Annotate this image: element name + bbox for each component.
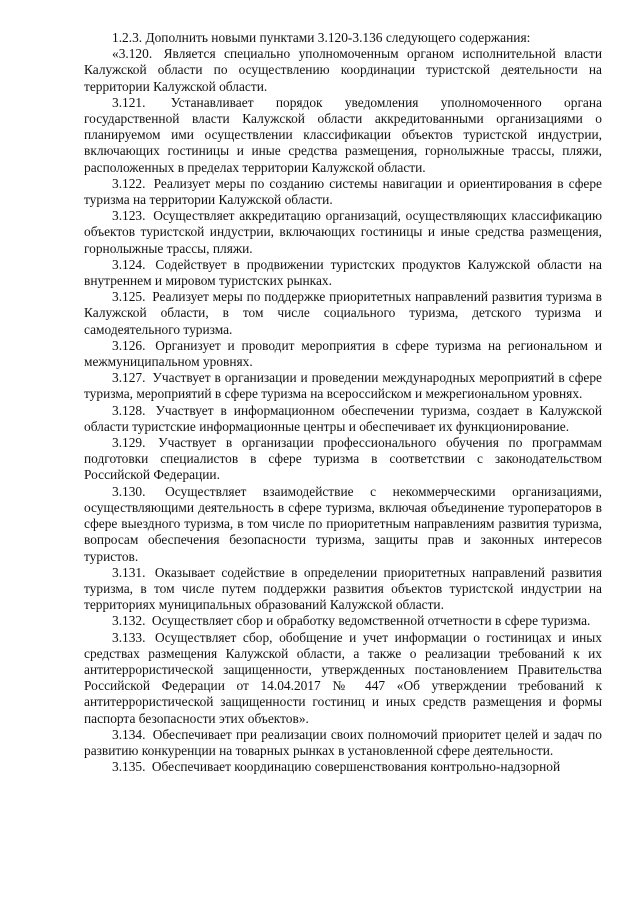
- paragraph-number: 3.124.: [112, 256, 146, 272]
- paragraph-number: 3.126.: [112, 337, 146, 353]
- paragraph-item: [84, 95, 602, 176]
- paragraph-number: «3.120.: [112, 46, 153, 62]
- paragraph-item: [84, 403, 602, 435]
- paragraph-text: Организует и проводит мероприятия в сфере туризма на региональном и межмуниципальном уровнях.: [84, 337, 602, 370]
- paragraph-text: Участвует в организации и проведении международных мероприятий в сфере туризма, мероприятий в сфере туризма на всероссийском и межрегиональном уровнях.: [84, 370, 602, 402]
- paragraph-text: Оказывает содействие в определении приоритетных направлений развития туризма, в том числе путем поддержки развития объектов туристской индустрии на территориях муниципальных образований Калужской области.: [84, 564, 602, 613]
- paragraph-item: [84, 46, 602, 95]
- paragraph-number: 3.133.: [112, 629, 146, 645]
- paragraph-number: 3.127.: [112, 370, 146, 386]
- paragraph-item: [84, 613, 602, 629]
- paragraph-item: [84, 289, 602, 338]
- paragraph-number: 3.121.: [112, 94, 146, 110]
- paragraph-item: [84, 176, 602, 208]
- paragraph-text: Содействует в продвижении туристских продуктов Калужской области на внутреннем и мировом туристских рынках.: [84, 256, 602, 289]
- paragraph-item: [84, 727, 602, 759]
- paragraph-number: 3.135.: [112, 759, 146, 775]
- paragraph-text: Осуществляет аккредитацию организаций, осуществляющих классификацию объектов туристской индустрии, включающих гостиницы и иные средства размещения, горнолыжные трассы, пляжи.: [84, 208, 602, 256]
- paragraph-text: Реализует меры по поддержке приоритетных направлений развития туризма в Калужской области, в том числе социального туризма, детского туризма и самодеятельного туризма.: [84, 289, 602, 337]
- paragraph-text: Является специально уполномоченным органом исполнительной власти Калужской области по осуществлению координации туристской деятельности на территории Калужской области.: [84, 46, 602, 94]
- paragraph-item: [84, 370, 602, 402]
- paragraph-number: 3.134.: [112, 726, 146, 742]
- paragraph-number: 3.125.: [112, 289, 146, 305]
- paragraph-text: Обеспечивает координацию совершенствования контрольно-надзорной: [151, 759, 561, 775]
- paragraph-item: [84, 565, 602, 614]
- paragraph-item: [84, 338, 602, 370]
- paragraph-number: 3.128.: [112, 402, 146, 418]
- paragraph-number: 3.132.: [112, 613, 146, 629]
- intro-line: 1.2.3. Дополнить новыми пунктами 3.120-3.136 следующего содержания:: [112, 30, 531, 45]
- paragraph-number: 3.131.: [112, 564, 146, 580]
- paragraph-list: [84, 46, 602, 775]
- paragraph-text: Участвует в организации профессионального обучения по программам подготовки специалистов в сфере туризма в соответствии с законодательством Российской Федерации.: [84, 435, 602, 483]
- paragraph-text: Обеспечивает при реализации своих полномочий приоритет целей и задач по развитию конкуренции на товарных рынках в установленной сфере деятельности.: [84, 726, 602, 758]
- paragraph-item: [84, 435, 602, 484]
- paragraph-text: Осуществляет взаимодействие с некоммерческими организациями, осуществляющими деятельность в сфере туризма, включая объединение туроператоров в сфере выездного туризма, в том числе по приоритетным направлениям развития туризма, вопросам обеспечения безопасности туризма, защиты прав и законных интересов туристов.: [84, 483, 602, 564]
- paragraph-text: Осуществляет сбор, обобщение и учет информации о гостиницах и иных средствах размещения Калужской области, а также о реализации требований к их антитеррористической защищенности, утвержденных постановлением Правительства Российской Федерации от 14.04.2017 № 447 «Об утверждении требований к антитеррористической защищенности гостиниц и иных средств размещения и формы паспорта безопасности этих объектов».: [84, 629, 602, 726]
- paragraph-text: Осуществляет сбор и обработку ведомственной отчетности в сфере туризма.: [151, 613, 591, 629]
- paragraph-text: Участвует в информационном обеспечении туризма, создает в Калужской области туристские информационные центры и обеспечивает их функционирование.: [84, 402, 602, 434]
- paragraph-item: [84, 208, 602, 257]
- paragraph-item: [84, 759, 602, 775]
- paragraph-number: 3.130.: [112, 483, 146, 499]
- paragraph-number: 3.123.: [112, 208, 146, 224]
- paragraph-item: [84, 484, 602, 565]
- paragraph-number: 3.122.: [112, 175, 146, 191]
- paragraph-item: [84, 257, 602, 289]
- paragraph-number: 3.129.: [112, 435, 146, 451]
- paragraph-text: Устанавливает порядок уведомления уполномоченного органа государственной власти Калужской области аккредитованными организациями о планируемом ими осуществлении классификации объектов туристской индустрии, включающих гостиницы и иные средства размещения, горнолыжные трассы, пляжи, расположенных в пределах территории Калужской области.: [84, 94, 602, 175]
- paragraph-text: Реализует меры по созданию системы навигации и ориентирования в сфере туризма на территории Калужской области.: [84, 175, 602, 208]
- paragraph-item: [84, 630, 602, 727]
